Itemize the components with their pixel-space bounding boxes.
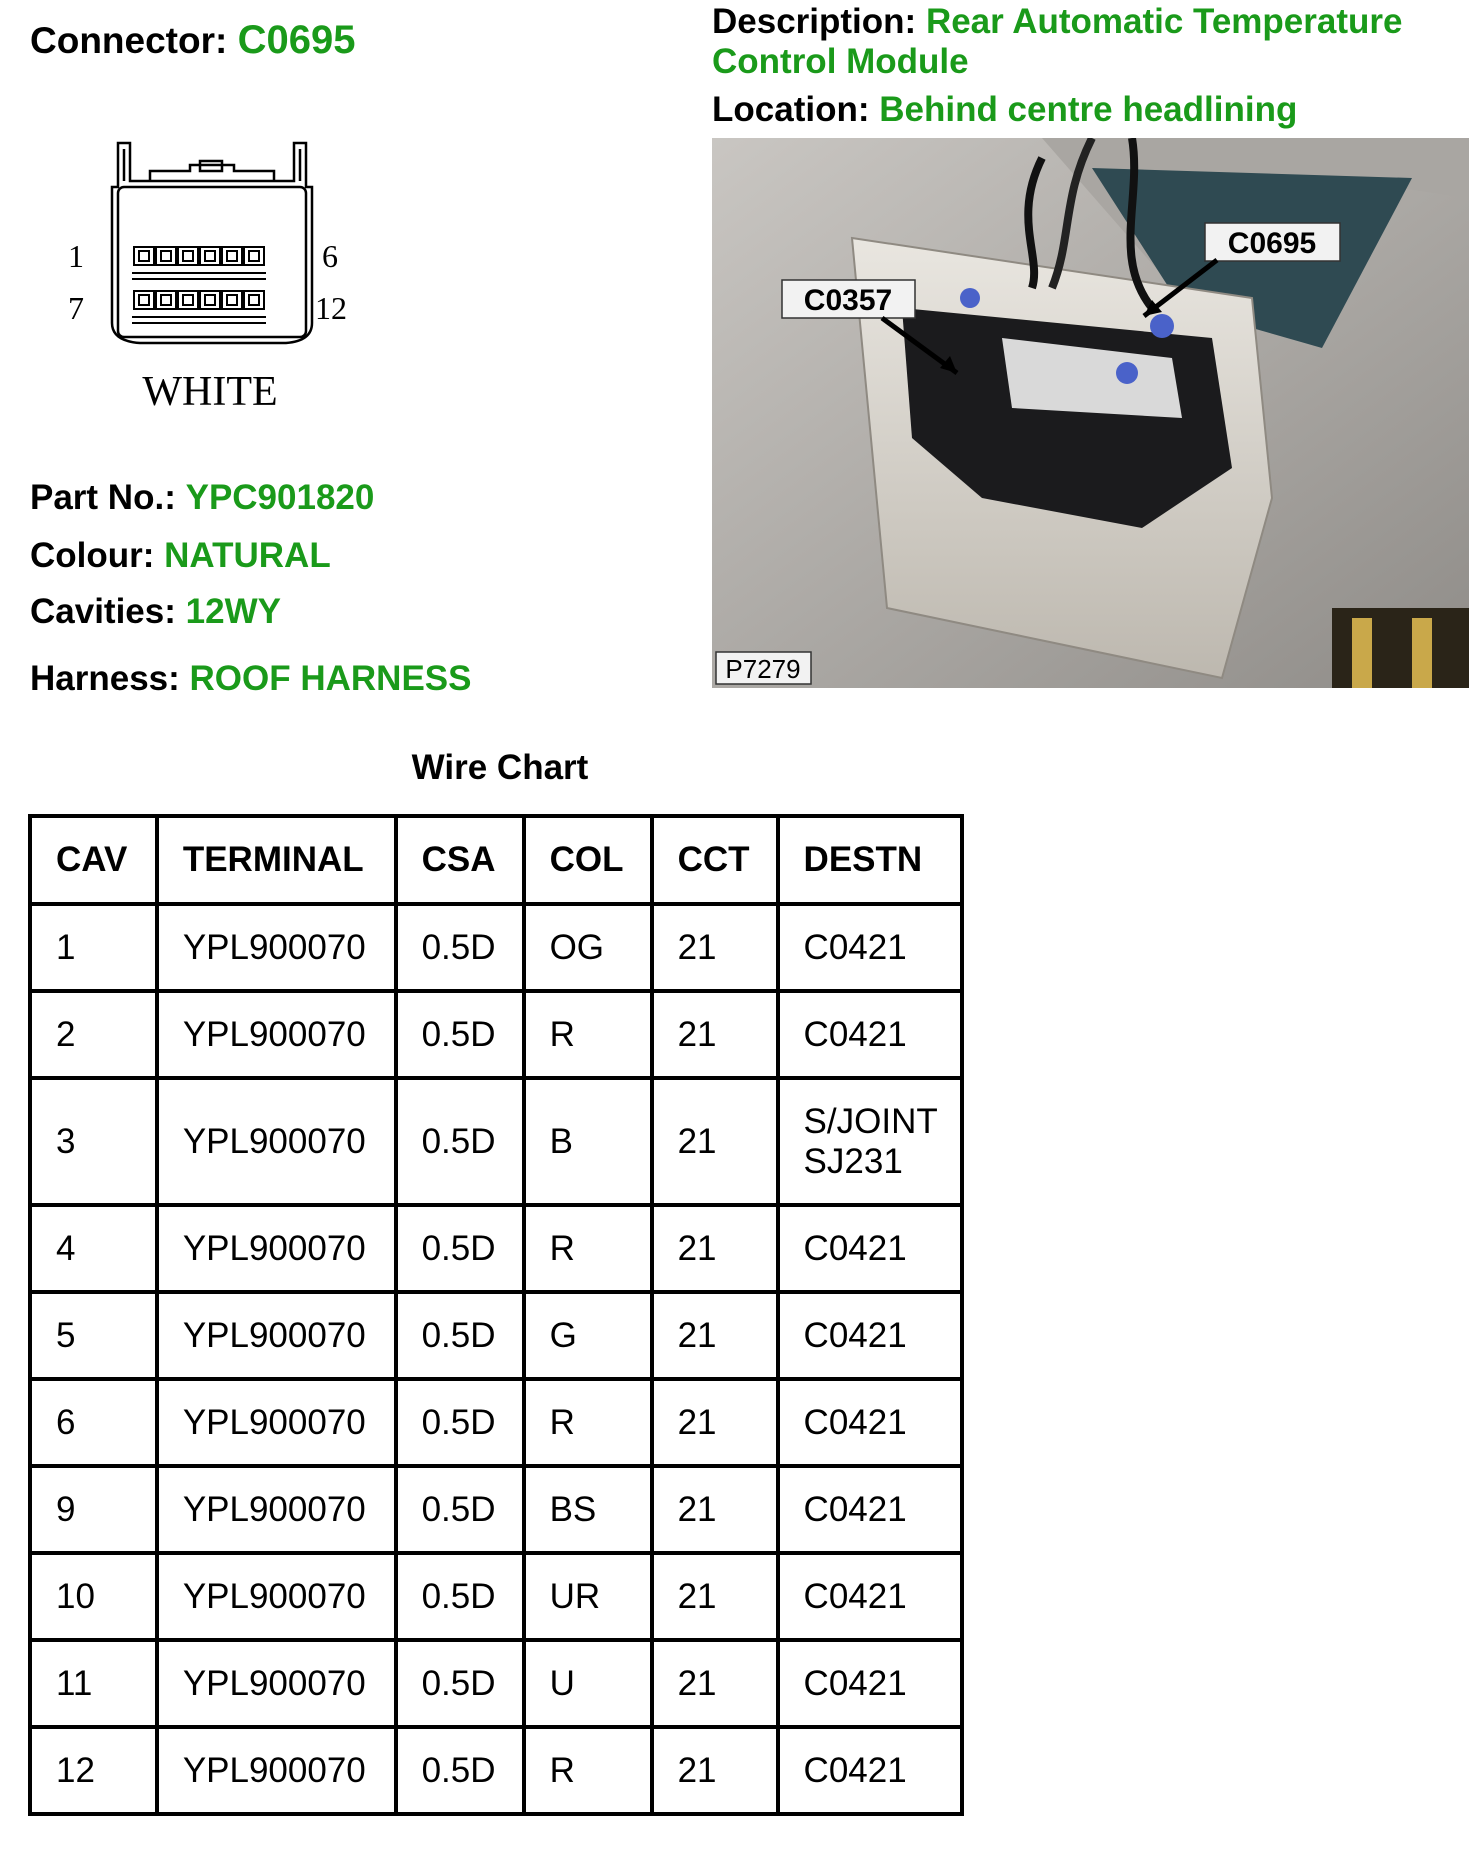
column-header-cct: CCT <box>652 816 778 904</box>
destn-line: C0421 <box>803 1402 907 1442</box>
cell-cav: 9 <box>30 1466 157 1553</box>
cell-destn <box>778 1640 962 1727</box>
column-header-col: COL <box>524 816 652 904</box>
destn-line: C0421 <box>803 1489 907 1529</box>
cell-destn <box>778 1292 962 1379</box>
cell-destn <box>778 1727 962 1814</box>
harness-label: Harness: <box>30 659 180 698</box>
cell-cct: 21 <box>652 1379 778 1466</box>
destn-line: SJ231 <box>803 1141 903 1181</box>
cell-cct: 21 <box>652 1292 778 1379</box>
pin-label-6: 6 <box>322 238 338 274</box>
cell-cct: 21 <box>652 1205 778 1292</box>
cell-cct: 21 <box>652 991 778 1078</box>
cell-csa: 0.5D <box>396 1292 524 1379</box>
cell-csa: 0.5D <box>396 904 524 991</box>
cavities-value: 12WY <box>185 592 281 631</box>
cell-col: OG <box>524 904 652 991</box>
cell-csa: 0.5D <box>396 1640 524 1727</box>
destn-line: C0421 <box>803 1315 907 1355</box>
table-row <box>30 1727 962 1814</box>
cell-csa: 0.5D <box>396 1553 524 1640</box>
cell-cav: 12 <box>30 1727 157 1814</box>
cell-destn <box>778 1553 962 1640</box>
colour-value: NATURAL <box>164 536 331 575</box>
cell-cav: 3 <box>30 1078 157 1205</box>
harness-field <box>30 659 472 699</box>
cell-cct: 21 <box>652 1727 778 1814</box>
cell-cav: 6 <box>30 1379 157 1466</box>
cell-cct: 21 <box>652 904 778 991</box>
cell-cct: 21 <box>652 1078 778 1205</box>
destn-line: C0421 <box>803 1750 907 1790</box>
table-row <box>30 1205 962 1292</box>
table-row <box>30 1379 962 1466</box>
pin-label-1: 1 <box>68 238 84 274</box>
location-field <box>712 90 1297 130</box>
connector-label: Connector: <box>30 20 228 61</box>
cell-terminal: YPL900070 <box>157 1466 396 1553</box>
column-header-terminal: TERMINAL <box>157 816 396 904</box>
location-label: Location: <box>712 90 870 129</box>
cell-terminal: YPL900070 <box>157 1553 396 1640</box>
column-header-destn: DESTN <box>778 816 962 904</box>
cell-terminal: YPL900070 <box>157 1205 396 1292</box>
cell-cct: 21 <box>652 1553 778 1640</box>
connector-value: C0695 <box>237 18 356 62</box>
destn-line: S/JOINT <box>803 1101 938 1141</box>
cell-terminal: YPL900070 <box>157 1640 396 1727</box>
column-header-cav: CAV <box>30 816 157 904</box>
table-row <box>30 904 962 991</box>
cell-cav: 4 <box>30 1205 157 1292</box>
cell-col: R <box>524 1379 652 1466</box>
table-header-row <box>30 816 962 904</box>
cell-destn <box>778 1205 962 1292</box>
cell-col: G <box>524 1292 652 1379</box>
description-label: Description: <box>712 2 917 41</box>
cell-csa: 0.5D <box>396 1379 524 1466</box>
connector-colour-label: WHITE <box>142 369 278 415</box>
table-row <box>30 991 962 1078</box>
cell-csa: 0.5D <box>396 1727 524 1814</box>
destn-line: C0421 <box>803 1663 907 1703</box>
cell-destn <box>778 991 962 1078</box>
destn-line: C0421 <box>803 1576 907 1616</box>
part-number-label: Part No.: <box>30 478 176 517</box>
cell-col: R <box>524 1205 652 1292</box>
destn-line: C0421 <box>803 1014 907 1054</box>
cell-terminal: YPL900070 <box>157 991 396 1078</box>
cell-col: U <box>524 1640 652 1727</box>
destn-line: C0421 <box>803 927 907 967</box>
cell-terminal: YPL900070 <box>157 1078 396 1205</box>
colour-label: Colour: <box>30 536 155 575</box>
cell-col: R <box>524 991 652 1078</box>
wire-chart-table <box>28 814 964 1816</box>
location-photo <box>712 138 1469 688</box>
part-number-field <box>30 478 374 518</box>
photo-callout-c0357: C0357 <box>803 284 893 317</box>
table-row <box>30 1640 962 1727</box>
cell-csa: 0.5D <box>396 1078 524 1205</box>
photo-reference: P7279 <box>725 654 801 684</box>
cell-terminal: YPL900070 <box>157 904 396 991</box>
cell-destn <box>778 1466 962 1553</box>
cell-col: R <box>524 1727 652 1814</box>
location-value: Behind centre headlining <box>879 90 1298 129</box>
cell-terminal: YPL900070 <box>157 1379 396 1466</box>
cell-cav: 1 <box>30 904 157 991</box>
wire-chart-title: Wire Chart <box>411 748 589 787</box>
cell-cav: 5 <box>30 1292 157 1379</box>
cell-terminal: YPL900070 <box>157 1292 396 1379</box>
description-value: Rear Automatic Temperature Control Module <box>712 2 1403 81</box>
cell-csa: 0.5D <box>396 1466 524 1553</box>
part-number-value: YPC901820 <box>185 478 375 517</box>
harness-value: ROOF HARNESS <box>189 659 472 698</box>
photo-callout-c0695: C0695 <box>1227 227 1317 260</box>
cell-csa: 0.5D <box>396 991 524 1078</box>
cavities-field <box>30 592 281 632</box>
table-row <box>30 1553 962 1640</box>
pin-label-7: 7 <box>68 290 84 326</box>
cell-destn <box>778 1379 962 1466</box>
cell-destn <box>778 1078 962 1205</box>
colour-field <box>30 536 331 576</box>
connector-field <box>30 18 355 63</box>
table-row <box>30 1466 962 1553</box>
cell-cct: 21 <box>652 1466 778 1553</box>
cell-cav: 10 <box>30 1553 157 1640</box>
table-row <box>30 1078 962 1205</box>
column-header-csa: CSA <box>396 816 524 904</box>
pin-label-12: 12 <box>315 290 347 326</box>
description-field <box>712 2 1482 82</box>
cell-col: UR <box>524 1553 652 1640</box>
cell-cav: 2 <box>30 991 157 1078</box>
destn-line: C0421 <box>803 1228 907 1268</box>
connector-face-diagram <box>60 135 380 425</box>
cell-cav: 11 <box>30 1640 157 1727</box>
table-row <box>30 1292 962 1379</box>
cell-cct: 21 <box>652 1640 778 1727</box>
cavities-label: Cavities: <box>30 592 176 631</box>
wire-chart-body <box>30 904 962 1814</box>
cell-csa: 0.5D <box>396 1205 524 1292</box>
cell-terminal: YPL900070 <box>157 1727 396 1814</box>
cell-col: BS <box>524 1466 652 1553</box>
cell-col: B <box>524 1078 652 1205</box>
cell-destn <box>778 904 962 991</box>
